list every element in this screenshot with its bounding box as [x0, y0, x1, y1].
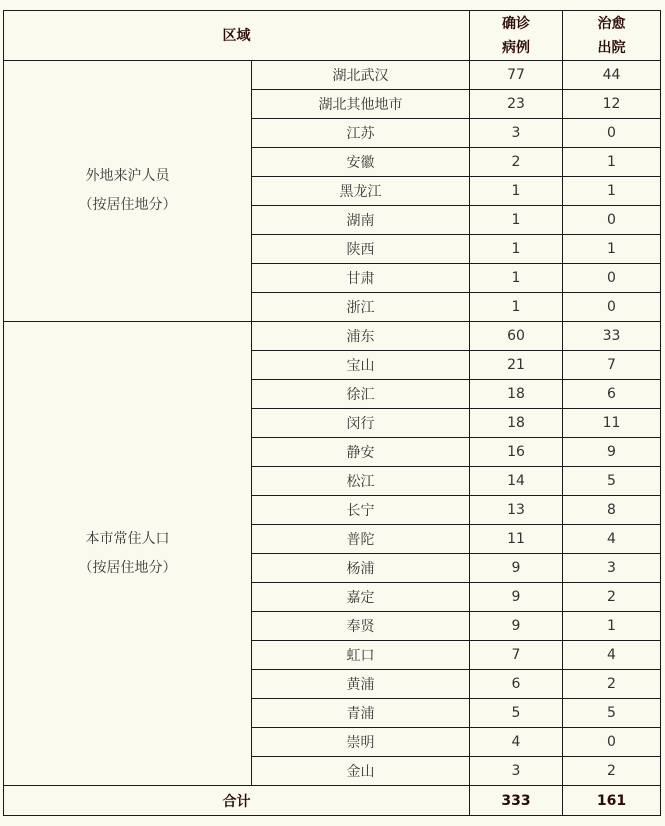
cell-name: 长宁	[252, 496, 470, 525]
cell-recovered: 2	[563, 583, 661, 612]
cell-recovered: 0	[563, 119, 661, 148]
cell-name: 静安	[252, 438, 470, 467]
cell-name: 松江	[252, 467, 470, 496]
group-label	[4, 61, 252, 322]
cell-confirmed: 9	[470, 583, 563, 612]
cell-name: 湖北其他地市	[252, 90, 470, 119]
cell-confirmed: 6	[470, 670, 563, 699]
cell-name: 黑龙江	[252, 177, 470, 206]
cell-name: 浦东	[252, 322, 470, 351]
cell-recovered: 33	[563, 322, 661, 351]
cell-name: 崇明	[252, 728, 470, 757]
table-row	[4, 61, 661, 90]
header-region: 区域	[4, 11, 470, 61]
table-row	[4, 322, 661, 351]
cell-recovered: 0	[563, 293, 661, 322]
cell-name: 杨浦	[252, 554, 470, 583]
cell-confirmed: 2	[470, 148, 563, 177]
cell-confirmed: 9	[470, 554, 563, 583]
cell-recovered: 1	[563, 148, 661, 177]
total-confirmed: 333	[470, 786, 563, 816]
cell-recovered: 8	[563, 496, 661, 525]
cell-name: 江苏	[252, 119, 470, 148]
group-label	[4, 322, 252, 786]
total-row	[4, 786, 661, 816]
cell-recovered: 4	[563, 641, 661, 670]
cell-confirmed: 13	[470, 496, 563, 525]
cell-confirmed: 1	[470, 206, 563, 235]
cell-recovered: 4	[563, 525, 661, 554]
cell-name: 宝山	[252, 351, 470, 380]
cell-confirmed: 3	[470, 757, 563, 786]
group-label-line1: 外地来沪人员	[85, 168, 170, 184]
cell-confirmed: 60	[470, 322, 563, 351]
header-recovered-line2: 出院	[597, 39, 626, 56]
cell-recovered: 2	[563, 757, 661, 786]
total-label: 合计	[4, 786, 470, 816]
cell-name: 浙江	[252, 293, 470, 322]
cell-confirmed: 1	[470, 177, 563, 206]
group-label-line2: （按居住地分）	[78, 559, 177, 576]
group-label-line1: 本市常住人口	[85, 530, 170, 547]
header-confirmed-line1: 确诊	[502, 15, 530, 32]
cell-recovered: 1	[563, 235, 661, 264]
cell-name: 普陀	[252, 525, 470, 554]
cell-recovered: 0	[563, 728, 661, 757]
header-confirmed-line2: 病例	[502, 39, 530, 56]
cell-name: 徐汇	[252, 380, 470, 409]
cell-confirmed: 5	[470, 699, 563, 728]
header-row	[4, 11, 661, 61]
cell-recovered: 5	[563, 467, 661, 496]
cell-confirmed: 23	[470, 90, 563, 119]
cases-table	[3, 10, 661, 816]
cell-confirmed: 3	[470, 119, 563, 148]
cell-name: 黄浦	[252, 670, 470, 699]
header-recovered	[563, 11, 661, 61]
cell-confirmed: 4	[470, 728, 563, 757]
cell-confirmed: 14	[470, 467, 563, 496]
cell-recovered: 44	[563, 61, 661, 90]
cell-confirmed: 1	[470, 293, 563, 322]
cell-confirmed: 21	[470, 351, 563, 380]
cell-recovered: 3	[563, 554, 661, 583]
cell-name: 奉贤	[252, 612, 470, 641]
cell-name: 湖南	[252, 206, 470, 235]
cell-name: 嘉定	[252, 583, 470, 612]
cell-confirmed: 77	[470, 61, 563, 90]
cell-recovered: 12	[563, 90, 661, 119]
cell-name: 青浦	[252, 699, 470, 728]
cell-recovered: 6	[563, 380, 661, 409]
cell-recovered: 7	[563, 351, 661, 380]
cell-confirmed: 18	[470, 409, 563, 438]
cell-confirmed: 16	[470, 438, 563, 467]
cell-recovered: 9	[563, 438, 661, 467]
cell-recovered: 2	[563, 670, 661, 699]
cell-confirmed: 1	[470, 235, 563, 264]
cell-name: 安徽	[252, 148, 470, 177]
group-label-line2: （按居住地分）	[78, 197, 177, 213]
cell-confirmed: 1	[470, 264, 563, 293]
header-confirmed	[470, 11, 563, 61]
cell-recovered: 0	[563, 264, 661, 293]
cell-confirmed: 9	[470, 612, 563, 641]
total-recovered: 161	[563, 786, 661, 816]
cell-confirmed: 11	[470, 525, 563, 554]
cell-name: 湖北武汉	[252, 61, 470, 90]
cell-recovered: 11	[563, 409, 661, 438]
cell-recovered: 0	[563, 206, 661, 235]
cell-recovered: 5	[563, 699, 661, 728]
cell-name: 虹口	[252, 641, 470, 670]
cell-confirmed: 7	[470, 641, 563, 670]
header-recovered-line1: 治愈	[597, 15, 626, 32]
cell-name: 闵行	[252, 409, 470, 438]
cell-name: 甘肃	[252, 264, 470, 293]
cell-confirmed: 18	[470, 380, 563, 409]
cell-name: 陕西	[252, 235, 470, 264]
cell-name: 金山	[252, 757, 470, 786]
cell-recovered: 1	[563, 612, 661, 641]
cell-recovered: 1	[563, 177, 661, 206]
